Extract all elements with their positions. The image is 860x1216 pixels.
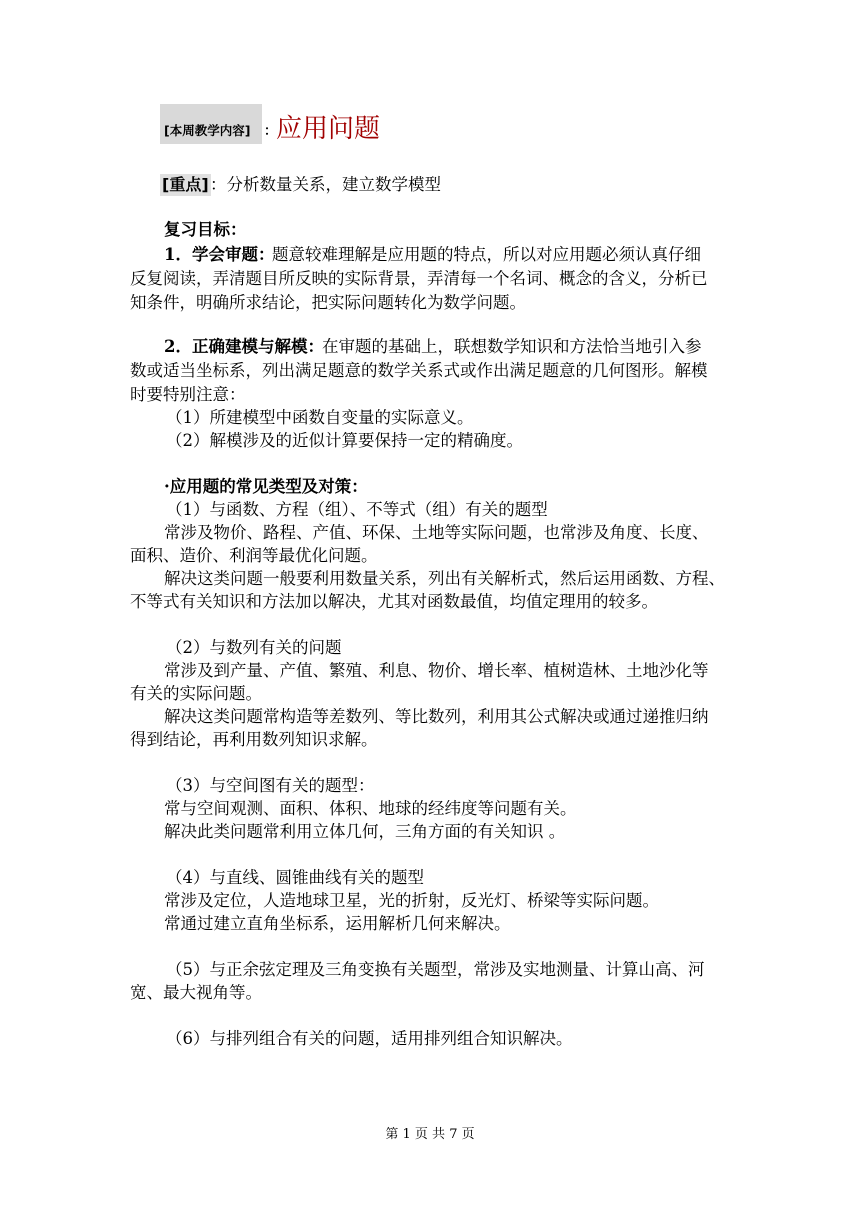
type2-line2: 有关的实际问题。 — [130, 684, 262, 703]
content-tag: [本周教学内容] — [164, 123, 251, 138]
type1-line3: 解决这类问题一般要利用数量关系，列出有关解析式，然后运用函数、方程、 — [164, 569, 725, 588]
type6-line1: （6）与排列组合有关的问题，适用排列组合知识解决。 — [166, 1029, 573, 1048]
review-item2-sub1: （1）所建模型中函数自变量的实际意义。 — [166, 408, 474, 427]
type2-line4: 得到结论，再利用数列知识求解。 — [130, 730, 378, 749]
page-title: 应用问题 — [276, 114, 381, 144]
keypoint-text: ：分析数量关系，建立数学模型 — [210, 175, 441, 194]
type1-line2: 面积、造价、利润等最优化问题。 — [130, 546, 378, 565]
review-item2-line1: 在审题的基础上，联想数学知识和方法恰当地引入参 — [322, 337, 702, 356]
type5-line1: （5）与正余弦定理及三角变换有关题型，常涉及实地测量、计算山高、河 — [166, 960, 705, 979]
review-item1-label: 1．学会审题： — [164, 245, 275, 264]
content-tag-colon: ： — [264, 124, 278, 139]
type1-title: （1）与函数、方程（组）、不等式（组）有关的题型 — [166, 500, 548, 519]
review-item2-sub2: （2）解模涉及的近似计算要保持一定的精确度。 — [166, 431, 523, 450]
review-item1-line1: 题意较难理解是应用题的特点，所以对应用题必须认真仔细 — [272, 245, 701, 264]
page-footer: 第 1 页 共 7 页 — [385, 1127, 475, 1142]
types-heading: ·应用题的常见类型及对策： — [164, 477, 368, 496]
review-item2-label: 2．正确建模与解模： — [164, 337, 324, 356]
review-item2-line2: 数或适当坐标系，列出满足题意的数学关系式或作出满足题意的几何图形。解模 — [130, 361, 708, 380]
type4-line1: 常涉及定位，人造地球卫星，光的折射，反光灯、桥梁等实际问题。 — [164, 891, 659, 910]
type3-line1: 常与空间观测、面积、体积、地球的经纬度等问题有关。 — [164, 799, 577, 818]
type3-line2: 解决此类问题常利用立体几何，三角方面的有关知识 。 — [164, 822, 566, 841]
type2-line3: 解决这类问题常构造等差数列、等比数列，利用其公式解决或通过递推归纳 — [164, 707, 709, 726]
type1-line1: 常涉及物价、路程、产值、环保、土地等实际问题，也常涉及角度、长度、 — [164, 523, 709, 542]
review-heading: 复习目标： — [164, 220, 247, 239]
review-item1-line3: 知条件，明确所求结论，把实际问题转化为数学问题。 — [130, 293, 526, 312]
type4-line2: 常通过建立直角坐标系，运用解析几何来解决。 — [164, 914, 511, 933]
keypoint-tag: [重点] — [162, 175, 209, 194]
review-item2-line3: 时要特别注意： — [130, 385, 246, 404]
type2-title: （2）与数列有关的问题 — [166, 638, 342, 657]
type4-title: （4）与直线、圆锥曲线有关的题型 — [166, 868, 424, 887]
content-tag-box — [160, 104, 262, 144]
type2-line1: 常涉及到产量、产值、繁殖、利息、物价、增长率、植树造林、土地沙化等 — [164, 661, 709, 680]
type3-title: （3）与空间图有关的题型： — [166, 776, 375, 795]
type5-line2: 宽、最大视角等。 — [130, 983, 262, 1002]
type1-line4: 不等式有关知识和方法加以解决，尤其对函数最值，均值定理用的较多。 — [130, 592, 658, 611]
review-item1-line2: 反复阅读，弄清题目所反映的实际背景，弄清每一个名词、概念的含义，分析已 — [130, 269, 708, 288]
